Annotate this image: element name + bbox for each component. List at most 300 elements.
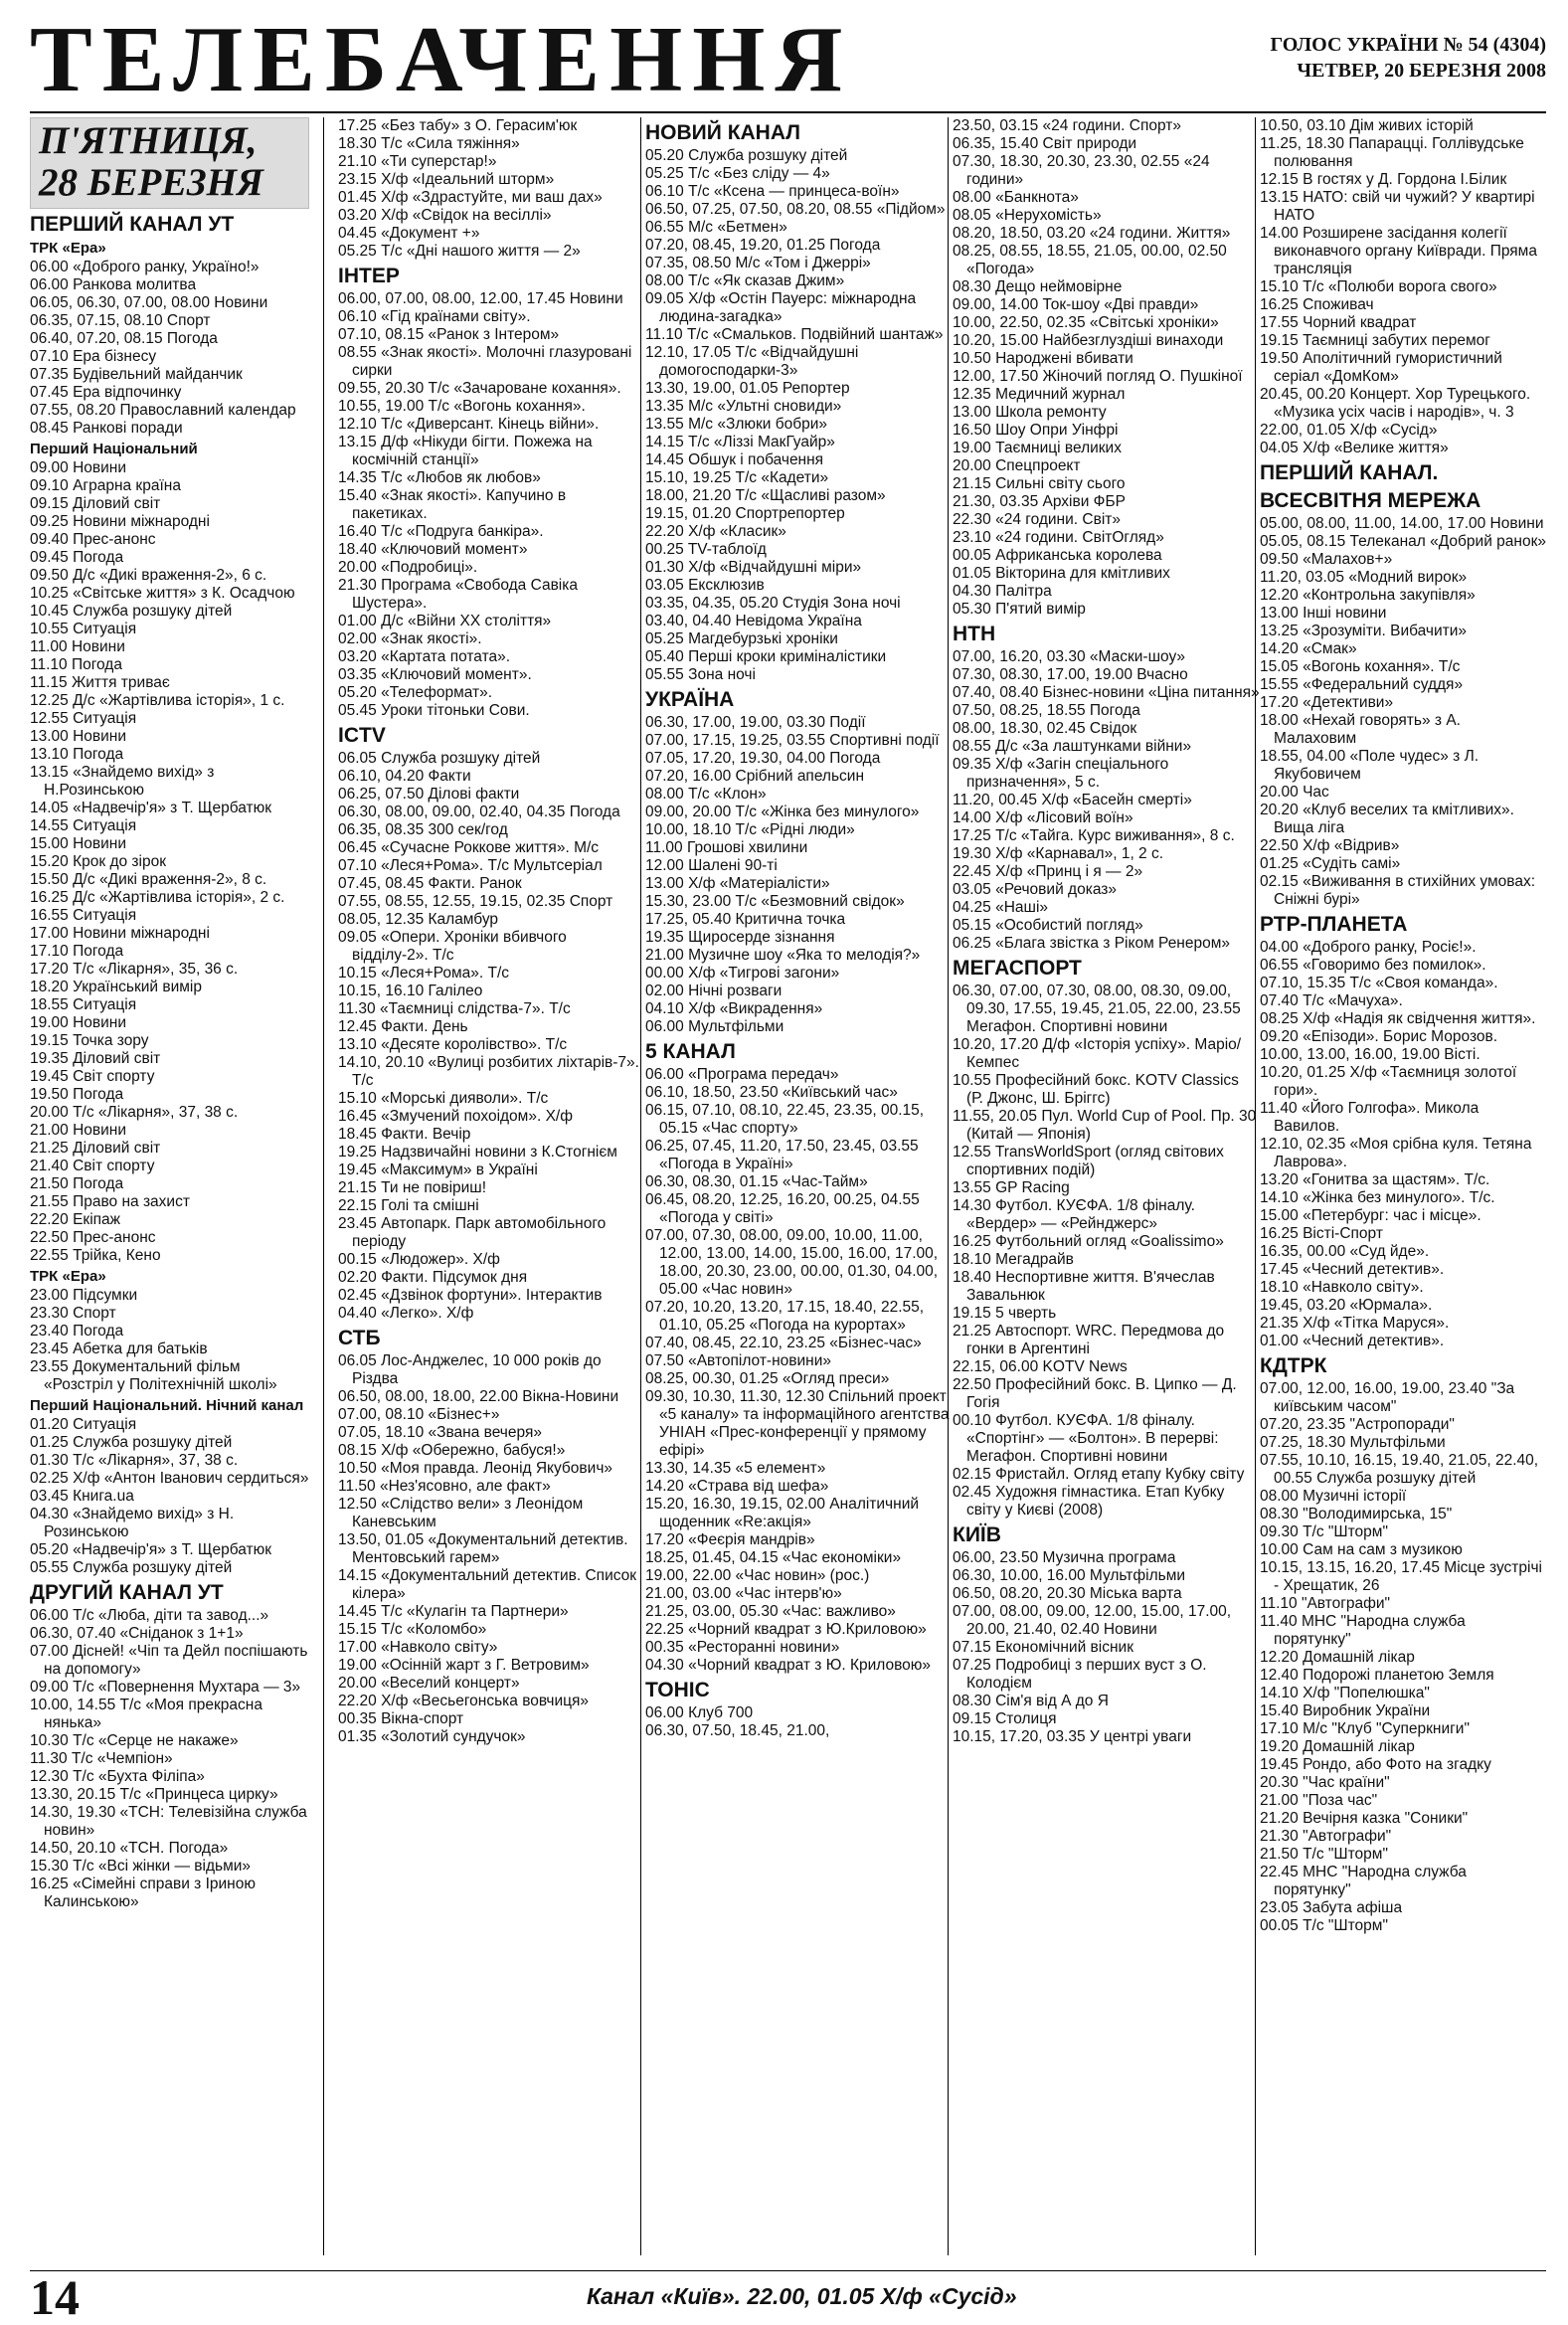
program-entry: 11.50 «Нез'ясовно, але факт» <box>338 1478 551 1495</box>
program-entry: 23.40 Погода <box>30 1323 124 1340</box>
program-entry: 09.50 Д/с «Дикі враження-2», 6 с. <box>30 567 267 584</box>
block-subheading: Перший Національний. Нічний канал <box>30 1397 304 1414</box>
program-entry: 22.55 Трійка, Кено <box>30 1247 161 1264</box>
program-entry: 01.20 Ситуація <box>30 1416 137 1433</box>
program-entry: 04.25 «Наші» <box>953 899 1049 916</box>
program-entry: 11.00 Новини <box>30 638 125 655</box>
program-entry: 23.30 Спорт <box>30 1305 116 1322</box>
program-entry: 10.30 Т/с «Серце не накаже» <box>30 1732 239 1749</box>
program-entry: 17.55 Чорний квадрат <box>1260 314 1417 331</box>
program-entry: 07.55, 08.20 Православний календар <box>30 402 296 419</box>
program-entry: 19.45 «Максимум» в Україні <box>338 1162 538 1178</box>
program-entry: 13.00 Х/ф «Матеріалісти» <box>645 875 830 892</box>
program-entry: 13.15 «Знайдемо вихід» з Н.Розинською <box>30 764 215 799</box>
program-entry: 11.10 "Автографи" <box>1260 1595 1391 1612</box>
program-entry: 21.55 Право на захист <box>30 1193 190 1210</box>
program-entry: 19.15 Точка зору <box>30 1032 149 1049</box>
program-entry: 04.10 Х/ф «Викрадення» <box>645 1000 823 1017</box>
channel-heading: ДРУГИЙ КАНАЛ УТ <box>30 1581 224 1604</box>
channel-heading: РТР-ПЛАНЕТА <box>1260 913 1408 936</box>
program-entry: 15.10, 19.25 Т/с «Кадети» <box>645 469 829 486</box>
program-entry: 06.40, 07.20, 08.15 Погода <box>30 330 218 347</box>
program-entry: 07.10 Ера бізнесу <box>30 348 157 365</box>
program-entry: 20.00 «Веселий концерт» <box>338 1675 520 1692</box>
program-entry: 06.25 «Блага звістка з Ріком Ренером» <box>953 935 1231 952</box>
program-entry: 19.35 Діловий світ <box>30 1050 161 1067</box>
program-entry: 23.10 «24 години. СвітОгляд» <box>953 529 1164 546</box>
program-entry: 06.30, 17.00, 19.00, 03.30 Події <box>645 714 866 731</box>
program-entry: 22.25 «Чорний квадрат з Ю.Криловою» <box>645 1621 927 1638</box>
program-entry: 07.20, 08.45, 19.20, 01.25 Погода <box>645 237 881 254</box>
program-entry: 17.45 «Чесний детектив». <box>1260 1261 1445 1278</box>
footer-rule <box>30 2270 1546 2271</box>
program-entry: 07.00, 07.30, 08.00, 09.00, 10.00, 11.00, 12.00, 13.00, 14.00, 15.00, 16.00, 17.00, 18.00, 20.30, 23.00, 00.00, 01.30, 04.00, 05.00 «Час новин» <box>645 1227 939 1298</box>
program-entry: 12.10 Т/с «Диверсант. Кінець війни». <box>338 416 600 433</box>
program-entry: 20.00 Час <box>1260 784 1329 801</box>
program-entry: 09.30, 10.30, 11.30, 12.30 Спільний проект «5 каналу» та інформаційного агентства УНІАН «Прес-конференції у прямому ефірі» <box>645 1388 950 1459</box>
program-entry: 09.20 «Епізоди». Борис Морозов. <box>1260 1028 1498 1045</box>
program-entry: 17.10 М/с "Клуб "Суперкниги" <box>1260 1720 1470 1737</box>
channel-heading: НТН <box>953 623 996 645</box>
program-entry: 19.45, 03.20 «Юрмала». <box>1260 1297 1433 1314</box>
program-entry: 19.00 Новини <box>30 1014 127 1031</box>
program-entry: 07.00, 08.10 «Бізнес+» <box>338 1406 500 1423</box>
publication-date: ЧЕТВЕР, 20 БЕРЕЗНЯ 2008 <box>1297 60 1546 82</box>
channel-heading: КИЇВ <box>953 1523 1001 1546</box>
program-entry: 06.10 Т/с «Ксена — принцеса-воїн» <box>645 183 900 200</box>
program-entry: 06.30, 07.50, 18.45, 21.00, <box>645 1722 830 1739</box>
program-entry: 15.20 Крок до зірок <box>30 853 166 870</box>
program-entry: 23.55 Документальний фільм «Розстріл у Політехнічній школі» <box>30 1358 277 1393</box>
program-entry: 05.15 «Особистий погляд» <box>953 917 1143 934</box>
program-entry: 11.30 Т/с «Чемпіон» <box>30 1750 173 1767</box>
program-entry: 00.25 TV-таблоїд <box>645 541 767 558</box>
program-entry: 20.00 «Подробиці». <box>338 559 478 576</box>
program-entry: 14.30, 19.30 «ТСН: Телевізійна служба новин» <box>30 1804 307 1839</box>
program-entry: 15.10 Т/с «Полюби ворога свого» <box>1260 278 1497 295</box>
program-entry: 21.15 Ти не повіриш! <box>338 1179 487 1196</box>
program-entry: 14.10 Х/ф "Попелюшка" <box>1260 1685 1430 1701</box>
program-entry: 21.40 Світ спорту <box>30 1158 155 1174</box>
program-entry: 14.15 Т/с «Ліззі МакГуайр» <box>645 434 835 450</box>
program-entry: 14.35 Т/с «Любов як любов» <box>338 469 541 486</box>
program-entry: 21.00 Новини <box>30 1122 127 1139</box>
program-entry: 07.30, 08.30, 17.00, 19.00 Вчасно <box>953 666 1188 683</box>
program-entry: 19.25 Надзвичайні новини з К.Стогнієм <box>338 1144 617 1161</box>
program-entry: 03.35 «Ключовий момент». <box>338 666 532 683</box>
column-divider <box>640 117 641 2255</box>
program-entry: 19.00 Таємниці великих <box>953 440 1122 456</box>
program-entry: 19.50 Аполітичний гумористичний серіал «ДомКом» <box>1260 350 1502 385</box>
program-entry: 01.25 Служба розшуку дітей <box>30 1434 233 1451</box>
column-divider <box>1255 117 1256 2255</box>
program-entry: 21.25 Діловий світ <box>30 1140 161 1157</box>
program-entry: 11.00 Грошові хвилини <box>645 839 808 856</box>
program-entry: 10.15, 13.15, 16.20, 17.45 Місце зустрічі - Хрещатик, 26 <box>1260 1559 1542 1594</box>
program-entry: 12.55 Ситуація <box>30 710 137 727</box>
program-entry: 22.15 Голі та смішні <box>338 1197 479 1214</box>
program-entry: 04.45 «Документ +» <box>338 225 480 242</box>
program-entry: 07.50 «Автопілот-новини» <box>645 1352 831 1369</box>
program-entry: 22.50 Професійний бокс. В. Ципко — Д. Гогія <box>953 1376 1237 1411</box>
program-entry: 03.20 Х/ф «Свідок на весіллі» <box>338 207 552 224</box>
program-entry: 12.25 Д/с «Жартівлива історія», 1 с. <box>30 692 285 709</box>
program-entry: 11.55, 20.05 Пул. World Cup of Pool. Пр. 30 (Китай — Японія) <box>953 1108 1257 1143</box>
program-entry: 08.00 «Банкнота» <box>953 189 1079 206</box>
program-entry: 08.25 Х/ф «Надія як свідчення життя». <box>1260 1010 1536 1027</box>
page-header <box>30 8 1546 111</box>
program-entry: 15.05 «Вогонь кохання». Т/с <box>1260 658 1461 675</box>
program-entry: 04.30 Палітра <box>953 583 1052 600</box>
program-entry: 18.10 Мегадрайв <box>953 1251 1074 1268</box>
program-entry: 14.30 Футбол. КУЄФА. 1/8 фіналу. «Вердер» — «Рейнджерс» <box>953 1197 1195 1232</box>
program-entry: 02.00 «Знак якості». <box>338 630 482 647</box>
program-entry: 17.25, 05.40 Критична точка <box>645 911 846 928</box>
program-entry: 06.00 Клуб 700 <box>645 1704 754 1721</box>
program-entry: 15.20, 16.30, 19.15, 02.00 Аналітичний щоденник «Re:акція» <box>645 1496 920 1530</box>
program-entry: 06.50, 08.20, 20.30 Міська варта <box>953 1585 1182 1602</box>
program-entry: 10.50 «Моя правда. Леонід Якубович» <box>338 1460 613 1477</box>
program-entry: 06.05 Лос-Анджелес, 10 000 років до Різдва <box>338 1352 602 1387</box>
program-entry: 15.30, 23.00 Т/с «Безмовний свідок» <box>645 893 905 910</box>
program-entry: 16.40 Т/с «Подруга банкіра». <box>338 523 544 540</box>
program-entry: 09.00 Новини <box>30 459 127 476</box>
program-entry: 07.30, 18.30, 20.30, 23.30, 02.55 «24 години» <box>953 153 1210 188</box>
tv-listings <box>30 117 1546 2263</box>
program-entry: 06.15, 07.10, 08.10, 22.45, 23.35, 00.15, 05.15 «Час спорту» <box>645 1102 925 1137</box>
program-entry: 09.25 Новини міжнародні <box>30 513 210 530</box>
program-entry: 19.50 Погода <box>30 1086 124 1103</box>
program-entry: 14.20 «Смак» <box>1260 640 1357 657</box>
program-entry: 16.25 «Сімейні справи з Іриною Калинською» <box>30 1876 256 1910</box>
program-entry: 23.15 Х/ф «Ідеальний шторм» <box>338 171 555 188</box>
program-entry: 06.30, 07.00, 07.30, 08.00, 08.30, 09.00, 09.30, 17.55, 19.45, 21.05, 22.00, 23.55 Мегафон. Спортивні новини <box>953 983 1241 1035</box>
program-entry: 22.15, 06.00 KOTV News <box>953 1358 1128 1375</box>
column-divider <box>948 117 949 2255</box>
program-entry: 05.55 Служба розшуку дітей <box>30 1559 233 1576</box>
program-entry: 08.00 Т/с «Як сказав Джим» <box>645 272 845 289</box>
program-entry: 12.55 TransWorldSport (огляд світових спортивних подій) <box>953 1144 1224 1178</box>
program-entry: 02.45 «Дзвінок фортуни». Інтерактив <box>338 1287 603 1304</box>
program-entry: 15.50 Д/с «Дикі враження-2», 8 с. <box>30 871 267 888</box>
channel-heading: ТОНІС <box>645 1679 710 1701</box>
program-entry: 06.00 «Програма передач» <box>645 1066 839 1083</box>
program-entry: 14.45 Обшук і побачення <box>645 451 824 468</box>
program-entry: 21.20 Вечірня казка "Соники" <box>1260 1810 1469 1827</box>
program-entry: 04.30 «Чорний квадрат з Ю. Криловою» <box>645 1657 932 1674</box>
program-entry: 02.00 Нічні розваги <box>645 983 783 999</box>
program-entry: 00.10 Футбол. КУЄФА. 1/8 фіналу. «Спортінг» — «Болтон». В перерві: Мегафон. Спортивні новини <box>953 1412 1219 1465</box>
program-entry: 07.55, 08.55, 12.55, 19.15, 02.35 Спорт <box>338 893 613 910</box>
program-entry: 13.10 Погода <box>30 746 124 763</box>
channel-heading: ІНТЕР <box>338 265 400 287</box>
program-entry: 10.55 Професійний бокс. KOTV Classics (Р. Джонс, Ш. Бріггс) <box>953 1072 1239 1107</box>
program-entry: 08.00, 18.30, 02.45 Свідок <box>953 720 1137 737</box>
program-entry: 15.55 «Федеральний суддя» <box>1260 676 1464 693</box>
program-entry: 10.20, 15.00 Найбезглуздіші винаходи <box>953 332 1224 349</box>
program-entry: 02.15 «Виживання в стихійних умовах: Сніжні бурі» <box>1260 873 1536 908</box>
program-entry: 10.25 «Світське життя» з К. Осадчою <box>30 585 295 602</box>
program-entry: 05.40 Перші кроки криміналістики <box>645 648 887 665</box>
program-entry: 10.15 «Леся+Рома». Т/с <box>338 965 510 982</box>
program-entry: 05.05, 08.15 Телеканал «Добрий ранок» <box>1260 533 1546 550</box>
program-entry: 11.40 «Його Голгофа». Микола Вавилов. <box>1260 1100 1480 1135</box>
program-entry: 20.45, 00.20 Концерт. Хор Турецького. «Музика усіх часів і народів», ч. 3 <box>1260 386 1531 421</box>
program-entry: 01.05 Вікторина для кмітливих <box>953 565 1170 582</box>
program-entry: 07.10, 15.35 Т/с «Своя команда». <box>1260 975 1498 991</box>
program-entry: 07.10, 08.15 «Ранок з Інтером» <box>338 326 560 343</box>
program-entry: 01.45 Х/ф «Здрастуйте, ми ваш дах» <box>338 189 603 206</box>
channel-heading: КДТРК <box>1260 1354 1327 1377</box>
program-entry: 23.45 Автопарк. Парк автомобільного періоду <box>338 1215 607 1250</box>
program-entry: 14.20 «Страва від шефа» <box>645 1478 829 1495</box>
program-entry: 12.20 «Контрольна закупівля» <box>1260 587 1476 604</box>
program-entry: 08.00 Музичні історії <box>1260 1488 1407 1505</box>
program-entry: 14.05 «Надвечір'я» з Т. Щербатюк <box>30 800 272 816</box>
program-entry: 17.25 Т/с «Тайга. Курс виживання», 8 с. <box>953 827 1235 844</box>
program-entry: 13.55 GP Racing <box>953 1179 1070 1196</box>
program-entry: 00.05 Т/с "Шторм" <box>1260 1917 1388 1934</box>
program-entry: 23.05 Забута афіша <box>1260 1899 1403 1916</box>
program-entry: 00.15 «Людожер». Х/ф <box>338 1251 500 1268</box>
program-entry: 21.25 Автоспорт. WRC. Передмова до гонки в Аргентині <box>953 1323 1225 1357</box>
footer-note: Канал «Київ». 22.00, 01.05 Х/ф «Сусід» <box>587 2283 1017 2309</box>
program-entry: 19.45 Світ спорту <box>30 1068 155 1085</box>
program-entry: 06.00 «Доброго ранку, Україно!» <box>30 259 260 275</box>
program-entry: 22.50 Х/ф «Відрив» <box>1260 837 1400 854</box>
program-entry: 08.55 «Знак якості». Молочні глазуровані сирки <box>338 344 632 379</box>
program-entry: 16.25 Футбольний огляд «Goalissimo» <box>953 1233 1224 1250</box>
program-entry: 21.10 «Ти суперстар!» <box>338 153 497 170</box>
program-entry: 01.00 Д/с «Війни ХХ століття» <box>338 613 552 629</box>
program-entry: 07.05, 18.10 «Звана вечеря» <box>338 1424 542 1441</box>
program-entry: 09.35 Х/ф «Загін спеціального призначення», 5 с. <box>953 756 1169 791</box>
program-entry: 07.40, 08.45, 22.10, 23.25 «Бізнес-час» <box>645 1335 922 1351</box>
program-entry: 11.40 МНС "Народна служба порятунку" <box>1260 1613 1466 1648</box>
program-entry: 14.00 Розширене засідання колегії виконавчого органу Київради. Пряма трансляція <box>1260 225 1537 277</box>
program-entry: 12.15 В гостях у Д. Гордона І.Білик <box>1260 171 1507 188</box>
program-entry: 18.00 «Нехай говорять» з А. Малаховим <box>1260 712 1461 747</box>
program-entry: 05.55 Зона ночі <box>645 666 756 683</box>
program-entry: 07.10 «Леся+Рома». Т/с Мультсеріал <box>338 857 603 874</box>
listing-column-3 <box>645 117 953 2263</box>
program-entry: 06.00, 23.50 Музична програма <box>953 1549 1176 1566</box>
program-entry: 09.30 Т/с "Шторм" <box>1260 1523 1388 1540</box>
program-entry: 22.20 Екіпаж <box>30 1211 121 1228</box>
program-entry: 06.00 Ранкова молитва <box>30 276 197 293</box>
program-entry: 07.00, 17.15, 19.25, 03.55 Спортивні події <box>645 732 940 749</box>
program-entry: 19.15 5 чверть <box>953 1305 1057 1322</box>
program-entry: 18.40 Неспортивне життя. В'ячеслав Завальнюк <box>953 1269 1215 1304</box>
listing-column-5 <box>1260 117 1546 2263</box>
program-entry: 14.50, 20.10 «ТСН. Погода» <box>30 1840 229 1857</box>
channel-heading: ICTV <box>338 724 386 747</box>
program-entry: 10.00 Сам на сам з музикою <box>1260 1541 1463 1558</box>
program-entry: 19.35 Щиросерде зізнання <box>645 929 835 946</box>
program-entry: 06.55 М/с «Бетмен» <box>645 219 787 236</box>
program-entry: 06.10, 04.20 Факти <box>338 768 471 785</box>
program-entry: 19.45 Рондо, або Фото на згадку <box>1260 1756 1491 1773</box>
channel-heading: 5 КАНАЛ <box>645 1040 736 1063</box>
program-entry: 18.55 Ситуація <box>30 996 137 1013</box>
program-entry: 16.25 Вісті-Спорт <box>1260 1225 1383 1242</box>
program-entry: 00.00 Х/ф «Тигрові загони» <box>645 965 840 982</box>
program-entry: 13.30, 20.15 Т/с «Принцеса цирку» <box>30 1786 278 1803</box>
program-entry: 21.25, 03.00, 05.30 «Час: важливо» <box>645 1603 896 1620</box>
program-entry: 20.00 Т/с «Лікарня», 37, 38 с. <box>30 1104 239 1121</box>
program-entry: 10.55 Ситуація <box>30 621 137 637</box>
program-entry: 12.50 «Слідство вели» з Леонідом Каневським <box>338 1496 584 1530</box>
program-entry: 10.55, 19.00 Т/с «Вогонь кохання». <box>338 398 586 415</box>
program-entry: 13.35 М/с «Ультні сновиди» <box>645 398 842 415</box>
program-entry: 20.30 "Час країни" <box>1260 1774 1390 1791</box>
program-entry: 09.15 Столиця <box>953 1710 1057 1727</box>
program-entry: 06.50, 08.00, 18.00, 22.00 Вікна-Новини <box>338 1388 619 1405</box>
program-entry: 23.45 Абетка для батьків <box>30 1341 208 1357</box>
listing-column-1 <box>30 117 309 2263</box>
program-entry: 06.00 Т/с «Люба, діти та завод...» <box>30 1607 269 1624</box>
program-entry: 05.20 Служба розшуку дітей <box>645 147 848 164</box>
program-entry: 04.30 «Знайдемо вихід» з Н. Розинською <box>30 1506 235 1540</box>
day-heading: П'ЯТНИЦЯ, 28 БЕРЕЗНЯ <box>30 117 309 209</box>
program-entry: 10.00, 14.55 Т/с «Моя прекрасна нянька» <box>30 1697 262 1731</box>
program-entry: 18.45 Факти. Вечір <box>338 1126 471 1143</box>
program-entry: 04.40 «Легко». Х/ф <box>338 1305 474 1322</box>
program-entry: 15.15 Т/с «Коломбо» <box>338 1621 487 1638</box>
program-entry: 03.20 «Картата потата». <box>338 648 511 665</box>
program-entry: 22.20 Х/ф «Класик» <box>645 523 786 540</box>
column-divider <box>323 117 324 2255</box>
program-entry: 17.25 «Без табу» з О. Герасим'юк <box>338 117 578 134</box>
program-entry: 08.30 Дещо неймовірне <box>953 278 1123 295</box>
program-entry: 07.40 Т/с «Мачуха». <box>1260 992 1403 1009</box>
program-entry: 22.30 «24 години. Світ» <box>953 511 1121 528</box>
program-entry: 09.15 Діловий світ <box>30 495 161 512</box>
program-entry: 12.10, 02.35 «Моя срібна куля. Тетяна Лаврова». <box>1260 1136 1532 1170</box>
program-entry: 03.05 «Речовий доказ» <box>953 881 1117 898</box>
program-entry: 14.00 Х/ф «Лісовий воїн» <box>953 809 1133 826</box>
program-entry: 20.00 Спецпроект <box>953 457 1081 474</box>
program-entry: 05.25 Т/с «Без сліду — 4» <box>645 165 830 182</box>
program-entry: 08.25, 08.55, 18.55, 21.05, 00.00, 02.50 «Погода» <box>953 243 1227 277</box>
program-entry: 01.00 «Чесний детектив». <box>1260 1333 1445 1349</box>
program-entry: 13.30, 19.00, 01.05 Репортер <box>645 380 850 397</box>
program-entry: 07.45 Ера відпочинку <box>30 384 182 401</box>
program-entry: 05.20 «Надвечір'я» з Т. Щербатюк <box>30 1541 272 1558</box>
program-entry: 23.00 Підсумки <box>30 1287 138 1304</box>
program-entry: 12.45 Факти. День <box>338 1018 468 1035</box>
program-entry: 00.05 Африканська королева <box>953 547 1162 564</box>
program-entry: 19.20 Домашній лікар <box>1260 1738 1415 1755</box>
program-entry: 19.30 Х/ф «Карнавал», 1, 2 с. <box>953 845 1164 862</box>
program-entry: 08.15 Х/ф «Обережно, бабуся!» <box>338 1442 566 1459</box>
program-entry: 07.45, 08.45 Факти. Ранок <box>338 875 522 892</box>
program-entry: 04.05 Х/ф «Велике життя» <box>1260 440 1449 456</box>
program-entry: 07.35, 08.50 М/с «Том і Джеррі» <box>645 255 871 271</box>
program-entry: 09.40 Прес-анонс <box>30 531 156 548</box>
program-entry: 07.40, 08.40 Бізнес-новини «Ціна питання» <box>953 684 1260 701</box>
program-entry: 15.30 Т/с «Всі жінки — відьми» <box>30 1858 252 1875</box>
program-entry: 06.30, 07.40 «Сніданок з 1+1» <box>30 1625 244 1642</box>
program-entry: 18.40 «Ключовий момент» <box>338 541 528 558</box>
program-entry: 10.00, 13.00, 16.00, 19.00 Вісті. <box>1260 1046 1481 1063</box>
program-entry: 15.40 Виробник України <box>1260 1702 1431 1719</box>
program-entry: 18.00, 21.20 Т/с «Щасливі разом» <box>645 487 886 504</box>
program-entry: 15.00 «Петербург: час і місце». <box>1260 1207 1481 1224</box>
program-entry: 07.20, 16.00 Срібний апельсин <box>645 768 865 785</box>
program-entry: 00.35 «Ресторанні новини» <box>645 1639 840 1656</box>
block-subheading: ТРК «Ера» <box>30 1268 106 1285</box>
program-entry: 18.10 «Навколо світу». <box>1260 1279 1424 1296</box>
program-entry: 07.25 Подробиці з перших вуст з О. Колодієм <box>953 1657 1207 1692</box>
program-entry: 03.45 Книга.ua <box>30 1488 134 1505</box>
program-entry: 00.35 Вікна-спорт <box>338 1710 464 1727</box>
program-entry: 18.25, 01.45, 04.15 «Час економіки» <box>645 1549 902 1566</box>
program-entry: 17.20 «Детективи» <box>1260 694 1394 711</box>
program-entry: 19.00 «Осінній жарт з Г. Ветровим» <box>338 1657 590 1674</box>
program-entry: 06.10, 18.50, 23.50 «Київський час» <box>645 1084 898 1101</box>
program-entry: 12.00, 17.50 Жіночий погляд О. Пушкіної <box>953 368 1243 385</box>
program-entry: 21.30, 03.35 Архіви ФБР <box>953 493 1126 510</box>
block-subheading: ТРК «Ера» <box>30 240 106 257</box>
program-entry: 16.25 Споживач <box>1260 296 1374 313</box>
program-entry: 05.20 «Телеформат». <box>338 684 493 701</box>
program-entry: 08.55 Д/с «За лаштунками війни» <box>953 738 1192 755</box>
channel-heading: МЕГАСПОРТ <box>953 957 1082 980</box>
program-entry: 10.15, 16.10 Галілео <box>338 983 483 999</box>
program-entry: 17.10 Погода <box>30 943 124 960</box>
program-entry: 04.00 «Доброго ранку, Росіє!». <box>1260 939 1477 956</box>
program-entry: 11.30 «Таємниці слідства-7». Т/с <box>338 1000 571 1017</box>
program-entry: 13.30, 14.35 «5 елемент» <box>645 1460 826 1477</box>
program-entry: 06.50, 07.25, 07.50, 08.20, 08.55 «Підйом» <box>645 201 946 218</box>
program-entry: 09.00 Т/с «Повернення Мухтара — 3» <box>30 1679 301 1696</box>
program-entry: 12.00 Шалені 90-ті <box>645 857 778 874</box>
program-entry: 07.20, 23.35 "Астропоради" <box>1260 1416 1455 1433</box>
program-entry: 19.15 Таємниці забутих перемог <box>1260 332 1490 349</box>
program-entry: 06.00 Мультфільми <box>645 1018 784 1035</box>
program-entry: 22.45 Х/ф «Принц і я — 2» <box>953 863 1143 880</box>
listing-column-2 <box>338 117 645 2263</box>
program-entry: 05.45 Уроки тітоньки Сови. <box>338 702 530 719</box>
program-entry: 21.00 Музичне шоу «Яка то мелодія?» <box>645 947 921 964</box>
program-entry: 14.45 Т/с «Кулагін та Партнери» <box>338 1603 569 1620</box>
program-entry: 06.35, 15.40 Світ природи <box>953 135 1137 152</box>
program-entry: 09.55, 20.30 Т/с «Зачароване кохання». <box>338 380 621 397</box>
program-entry: 08.30 Сім'я від А до Я <box>953 1693 1109 1709</box>
program-entry: 03.35, 04.35, 05.20 Студія Зона ночі <box>645 595 901 612</box>
program-entry: 10.00, 22.50, 02.35 «Світські хроніки» <box>953 314 1219 331</box>
program-entry: 09.05 «Опери. Хроніки вбивчого відділу-2». Т/с <box>338 929 567 964</box>
program-entry: 13.25 «Зрозуміти. Вибачити» <box>1260 623 1468 639</box>
program-entry: 06.00, 07.00, 08.00, 12.00, 17.45 Новини <box>338 290 623 307</box>
program-entry: 01.30 Т/с «Лікарня», 37, 38 с. <box>30 1452 239 1469</box>
program-entry: 01.35 «Золотий сундучок» <box>338 1728 526 1745</box>
program-entry: 13.55 М/с «Злюки бобри» <box>645 416 828 433</box>
program-entry: 10.15, 17.20, 03.35 У центрі уваги <box>953 1728 1192 1745</box>
program-entry: 05.30 П'ятий вимір <box>953 601 1086 618</box>
program-entry: 17.20 «Феєрія мандрів» <box>645 1531 815 1548</box>
program-entry: 03.05 Ексклюзив <box>645 577 765 594</box>
channel-heading: НОВИЙ КАНАЛ <box>645 121 800 144</box>
program-entry: 07.50, 08.25, 18.55 Погода <box>953 702 1140 719</box>
program-entry: 14.10 «Жінка без минулого». Т/с. <box>1260 1189 1495 1206</box>
program-entry: 02.45 Художня гімнастика. Етап Кубку світу у Києві (2008) <box>953 1484 1225 1519</box>
program-entry: 13.00 Школа ремонту <box>953 404 1107 421</box>
program-entry: 06.55 «Говоримо без помилок». <box>1260 957 1486 974</box>
program-entry: 06.30, 08.30, 01.15 «Час-Тайм» <box>645 1173 868 1190</box>
program-entry: 23.50, 03.15 «24 години. Спорт» <box>953 117 1181 134</box>
